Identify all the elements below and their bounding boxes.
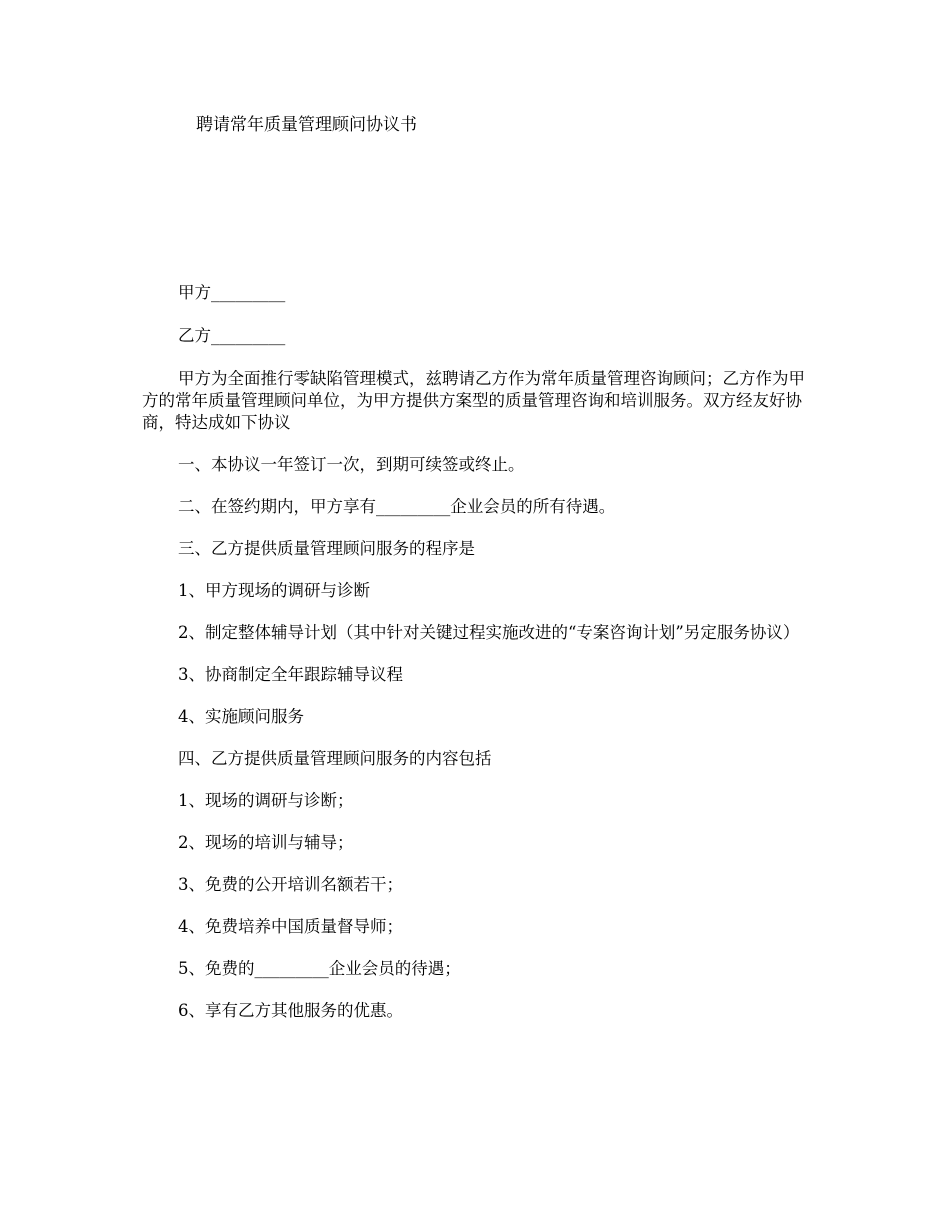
content-item-4: 4、免费培养中国质量督导师； [178,917,403,936]
procedure-item-3: 3、协商制定全年跟踪辅导议程 [178,665,403,684]
procedure-item-1: 1、甲方现场的调研与诊断 [178,581,370,600]
content-item-3: 3、免费的公开培训名额若干； [178,875,403,894]
clause-4-heading: 四、乙方提供质量管理顾问服务的内容包括 [178,749,492,768]
clause-2: 二、在签约期内，甲方享有_________企业会员的所有待遇。 [178,497,616,516]
party-b-line: 乙方_________ [178,326,286,345]
procedure-item-4: 4、实施顾问服务 [178,707,304,726]
content-item-5: 5、免费的_________企业会员的待遇； [178,959,461,978]
content-item-6: 6、享有乙方其他服务的优惠。 [178,1001,403,1020]
intro-paragraph: 甲方为全面推行零缺陷管理模式，兹聘请乙方作为常年质量管理咨询顾问；乙方作为甲方的常年质量管理顾问单位，为甲方提供方案型的质量管理咨询和培训服务。双方经友好协商，特达成如下协议 [142,369,805,432]
procedure-item-2: 2、制定整体辅导计划（其中针对关键过程实施改进的“专案咨询计划”另定服务协议） [178,623,800,642]
clause-3-heading: 三、乙方提供质量管理顾问服务的程序是 [178,539,475,558]
document-title: 聘请常年质量管理顾问协议书 [196,115,417,135]
party-a-line: 甲方_________ [178,283,286,302]
content-item-2: 2、现场的培训与辅导； [178,833,354,852]
clause-1: 一、本协议一年签订一次，到期可续签或终止。 [178,455,525,474]
content-item-1: 1、现场的调研与诊断； [178,791,354,810]
document-body [142,282,810,1042]
